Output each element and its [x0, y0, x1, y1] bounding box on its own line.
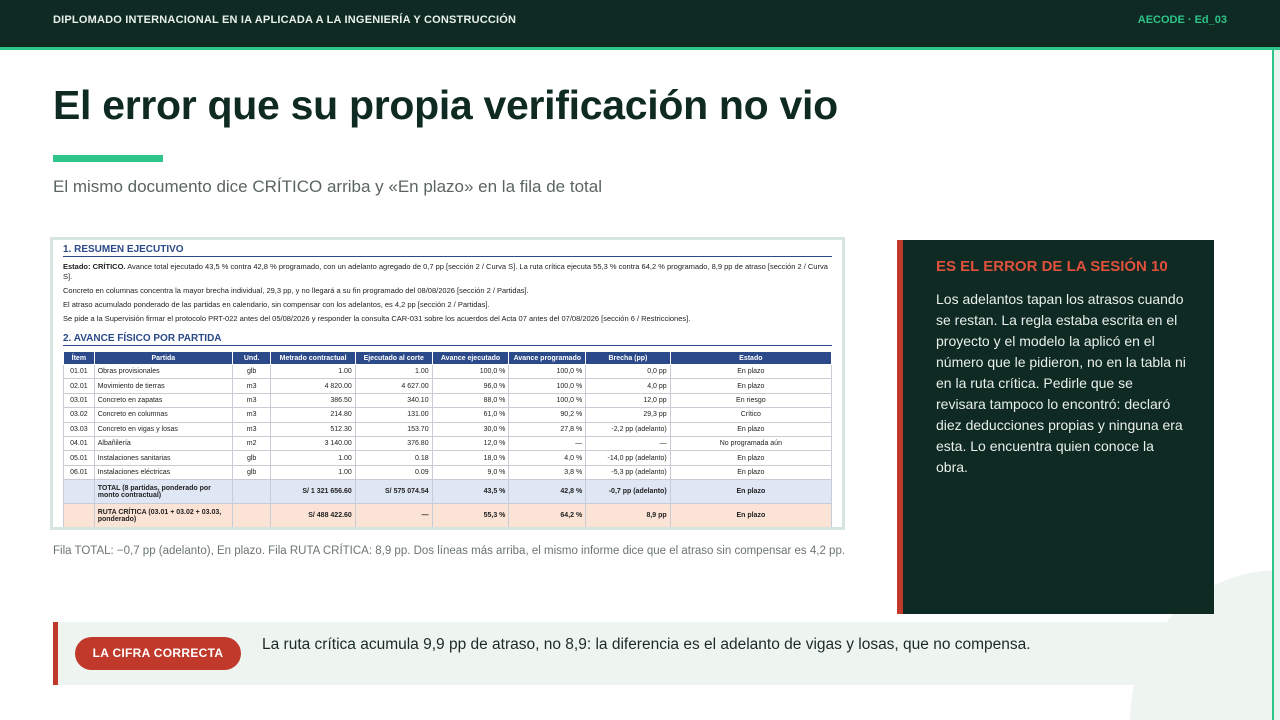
column-header: Brecha (pp) [586, 352, 670, 365]
table-row [64, 408, 832, 422]
table-cell: 55,3 % [432, 504, 509, 528]
table-cell: Concreto en columnas [94, 408, 232, 422]
edition-label: AECODE · Ed_03 [1137, 14, 1227, 26]
table-cell: 1.00 [271, 451, 355, 465]
table-cell [232, 480, 270, 504]
table-row [64, 436, 832, 450]
table-cell: 100,0 % [432, 365, 509, 379]
table-cell: 131.00 [355, 408, 432, 422]
table-cell: 0.18 [355, 451, 432, 465]
table-cell: m3 [232, 422, 270, 436]
table-row [64, 379, 832, 393]
table-cell: 61,0 % [432, 408, 509, 422]
panel-title: ES EL ERROR DE LA SESIÓN 10 [936, 258, 1168, 275]
paragraph: Se pide a la Supervisión firmar el protocolo PRT-022 antes del 05/08/2026 y responder la consulta CAR-031 sobre los acuerdos del Acta 07 antes del 07/08/2026 [sección 6 / Restricciones]. [63, 314, 691, 323]
table-cell [232, 504, 270, 528]
column-header: Metrado contractual [271, 352, 355, 365]
table-cell: 100,0 % [509, 365, 586, 379]
table-cell: glb [232, 365, 270, 379]
table-cell: En plazo [670, 504, 831, 528]
table-cell: 340.10 [355, 393, 432, 407]
column-header: Ítem [64, 352, 95, 365]
figure-caption: Fila TOTAL: −0,7 pp (adelanto), En plazo. Fila RUTA CRÍTICA: 8,9 pp. Dos líneas más arriba, el mismo informe dice que el atraso sin compensar es 4,2 pp. [53, 545, 846, 557]
table-cell: — [509, 436, 586, 450]
table-row [64, 451, 832, 465]
table-row [64, 393, 832, 407]
table-cell: m3 [232, 379, 270, 393]
table-cell: 30,0 % [432, 422, 509, 436]
table-cell: 43,5 % [432, 480, 509, 504]
table-cell: 01.01 [64, 365, 95, 379]
table-cell: -2,2 pp (adelanto) [586, 422, 670, 436]
correct-figure-callout [53, 622, 1170, 685]
estado-label: Estado: CRÍTICO. [63, 262, 126, 271]
estado-paragraph [63, 262, 832, 282]
callout-pill: LA CIFRA CORRECTA [75, 637, 241, 670]
course-title: DIPLOMADO INTERNACIONAL EN IA APLICADA A LA INGENIERÍA Y CONSTRUCCIÓN [53, 14, 517, 26]
column-header: Estado [670, 352, 831, 365]
top-bar [0, 0, 1280, 50]
report-document-image [50, 237, 845, 530]
table-cell: En plazo [670, 465, 831, 479]
table-cell: -0,7 pp (adelanto) [586, 480, 670, 504]
table-cell: Concreto en zapatas [94, 393, 232, 407]
table-cell: 96,0 % [432, 379, 509, 393]
slide-subtitle: El mismo documento dice CRÍTICO arriba y «En plazo» en la fila de total [53, 177, 602, 196]
table-cell: En plazo [670, 451, 831, 465]
table-cell: 376.80 [355, 436, 432, 450]
table-cell: 0.09 [355, 465, 432, 479]
table-cell: — [355, 504, 432, 528]
table-cell: 27,8 % [509, 422, 586, 436]
table-cell: En plazo [670, 422, 831, 436]
section-heading-avance: 2. AVANCE FÍSICO POR PARTIDA [63, 333, 832, 346]
table-cell: 02.01 [64, 379, 95, 393]
column-header: Avance ejecutado [432, 352, 509, 365]
table-row [64, 365, 832, 379]
estado-text: Avance total ejecutado 43,5 % contra 42,8 % programado, con un adelanto agregado de 0,7 pp [sección 2 / Curva S]. La ruta crítica ejecuta 55,3 % contra 64,2 % programado, 8,9 pp de atraso [sección 2 / Curva S]. [63, 262, 828, 281]
table-cell: 3,8 % [509, 465, 586, 479]
table-cell: 12,0 pp [586, 393, 670, 407]
table-cell: En plazo [670, 365, 831, 379]
table-cell: TOTAL (8 partidas, ponderado por monto contractual) [94, 480, 232, 504]
column-header: Und. [232, 352, 270, 365]
table-cell: Instalaciones eléctricas [94, 465, 232, 479]
table-row [64, 422, 832, 436]
table-cell: glb [232, 465, 270, 479]
table-cell [64, 504, 95, 528]
table-cell: 100,0 % [509, 379, 586, 393]
table-cell: En plazo [670, 480, 831, 504]
table-cell: 153.70 [355, 422, 432, 436]
table-cell: 88,0 % [432, 393, 509, 407]
column-header: Ejecutado al corte [355, 352, 432, 365]
table-cell: S/ 488 422.60 [271, 504, 355, 528]
table-cell: 1.00 [355, 365, 432, 379]
table-cell: Instalaciones sanitarias [94, 451, 232, 465]
table-cell: 1.00 [271, 365, 355, 379]
table-cell: Concreto en vigas y losas [94, 422, 232, 436]
table-cell: Albañilería [94, 436, 232, 450]
table-cell: 512.30 [271, 422, 355, 436]
paragraph: Concreto en columnas concentra la mayor brecha individual, 29,3 pp, y no llegará a su fin programado del 08/08/2026 [sección 2 / Partidas]. [63, 286, 529, 295]
table-header-row [64, 352, 832, 365]
total-row [64, 480, 832, 504]
column-header: Partida [94, 352, 232, 365]
table-cell: 100,0 % [509, 393, 586, 407]
table-cell: 4,0 pp [586, 379, 670, 393]
table-cell: m2 [232, 436, 270, 450]
table-cell: 386.50 [271, 393, 355, 407]
table-cell: 1.00 [271, 465, 355, 479]
table-cell: Crítico [670, 408, 831, 422]
right-edge-decoration [1272, 50, 1280, 720]
table-cell: — [586, 436, 670, 450]
table-cell: En riesgo [670, 393, 831, 407]
table-cell: -14,0 pp (adelanto) [586, 451, 670, 465]
callout-text: La ruta crítica acumula 9,9 pp de atraso, no 8,9: la diferencia es el adelanto de vigas y losas, que no compensa. [262, 636, 1031, 653]
table-cell: 29,3 pp [586, 408, 670, 422]
table-cell: En plazo [670, 379, 831, 393]
table-cell: 06.01 [64, 465, 95, 479]
table-cell: 9,0 % [432, 465, 509, 479]
table-cell: 0,0 pp [586, 365, 670, 379]
table-cell: Movimiento de tierras [94, 379, 232, 393]
paragraph: El atraso acumulado ponderado de las partidas en calendario, sin compensar con los adelantos, es 4,2 pp [sección 2 / Partidas]. [63, 300, 490, 309]
table-cell: glb [232, 451, 270, 465]
table-cell: 12,0 % [432, 436, 509, 450]
table-cell: m3 [232, 408, 270, 422]
table-cell: 90,2 % [509, 408, 586, 422]
table-cell: -5,3 pp (adelanto) [586, 465, 670, 479]
table-cell: S/ 575 074.54 [355, 480, 432, 504]
table-cell: 18,0 % [432, 451, 509, 465]
panel-body: Los adelantos tapan los atrasos cuando se restan. La regla estaba escrita en el proyecto y el modelo la aplicó en el número que le pidieron, no en la tabla ni en la ruta crítica. Pedirle que se revisara tampoco lo encontró: declaró diez deducciones propias y ninguna era esta. Lo encuentra quien conoce la obra. [936, 291, 1186, 475]
table-cell: 03.01 [64, 393, 95, 407]
table-cell: No programada aún [670, 436, 831, 450]
title-accent-line [53, 155, 163, 162]
table-cell: RUTA CRÍTICA (03.01 + 03.02 + 03.03, ponderado) [94, 504, 232, 528]
critica-row [64, 504, 832, 528]
table-cell: 4 627.00 [355, 379, 432, 393]
table-cell: 8,9 pp [586, 504, 670, 528]
section-heading-resumen: 1. RESUMEN EJECUTIVO [63, 244, 832, 257]
table-cell: 03.03 [64, 422, 95, 436]
table-cell: 03.02 [64, 408, 95, 422]
table-cell: 05.01 [64, 451, 95, 465]
table-cell: 4 820.00 [271, 379, 355, 393]
table-cell: Obras provisionales [94, 365, 232, 379]
table-cell: 4,0 % [509, 451, 586, 465]
table-cell: 214.80 [271, 408, 355, 422]
table-cell [64, 480, 95, 504]
table-cell: S/ 1 321 656.60 [271, 480, 355, 504]
column-header: Avance programado [509, 352, 586, 365]
table-cell: 64,2 % [509, 504, 586, 528]
table-cell: 42,8 % [509, 480, 586, 504]
table-cell: m3 [232, 393, 270, 407]
side-panel [897, 240, 1214, 614]
table-cell: 3 140.00 [271, 436, 355, 450]
partidas-table [63, 351, 832, 528]
slide-title: El error que su propia verificación no vio [53, 82, 838, 128]
table-cell: 04.01 [64, 436, 95, 450]
table-row [64, 465, 832, 479]
